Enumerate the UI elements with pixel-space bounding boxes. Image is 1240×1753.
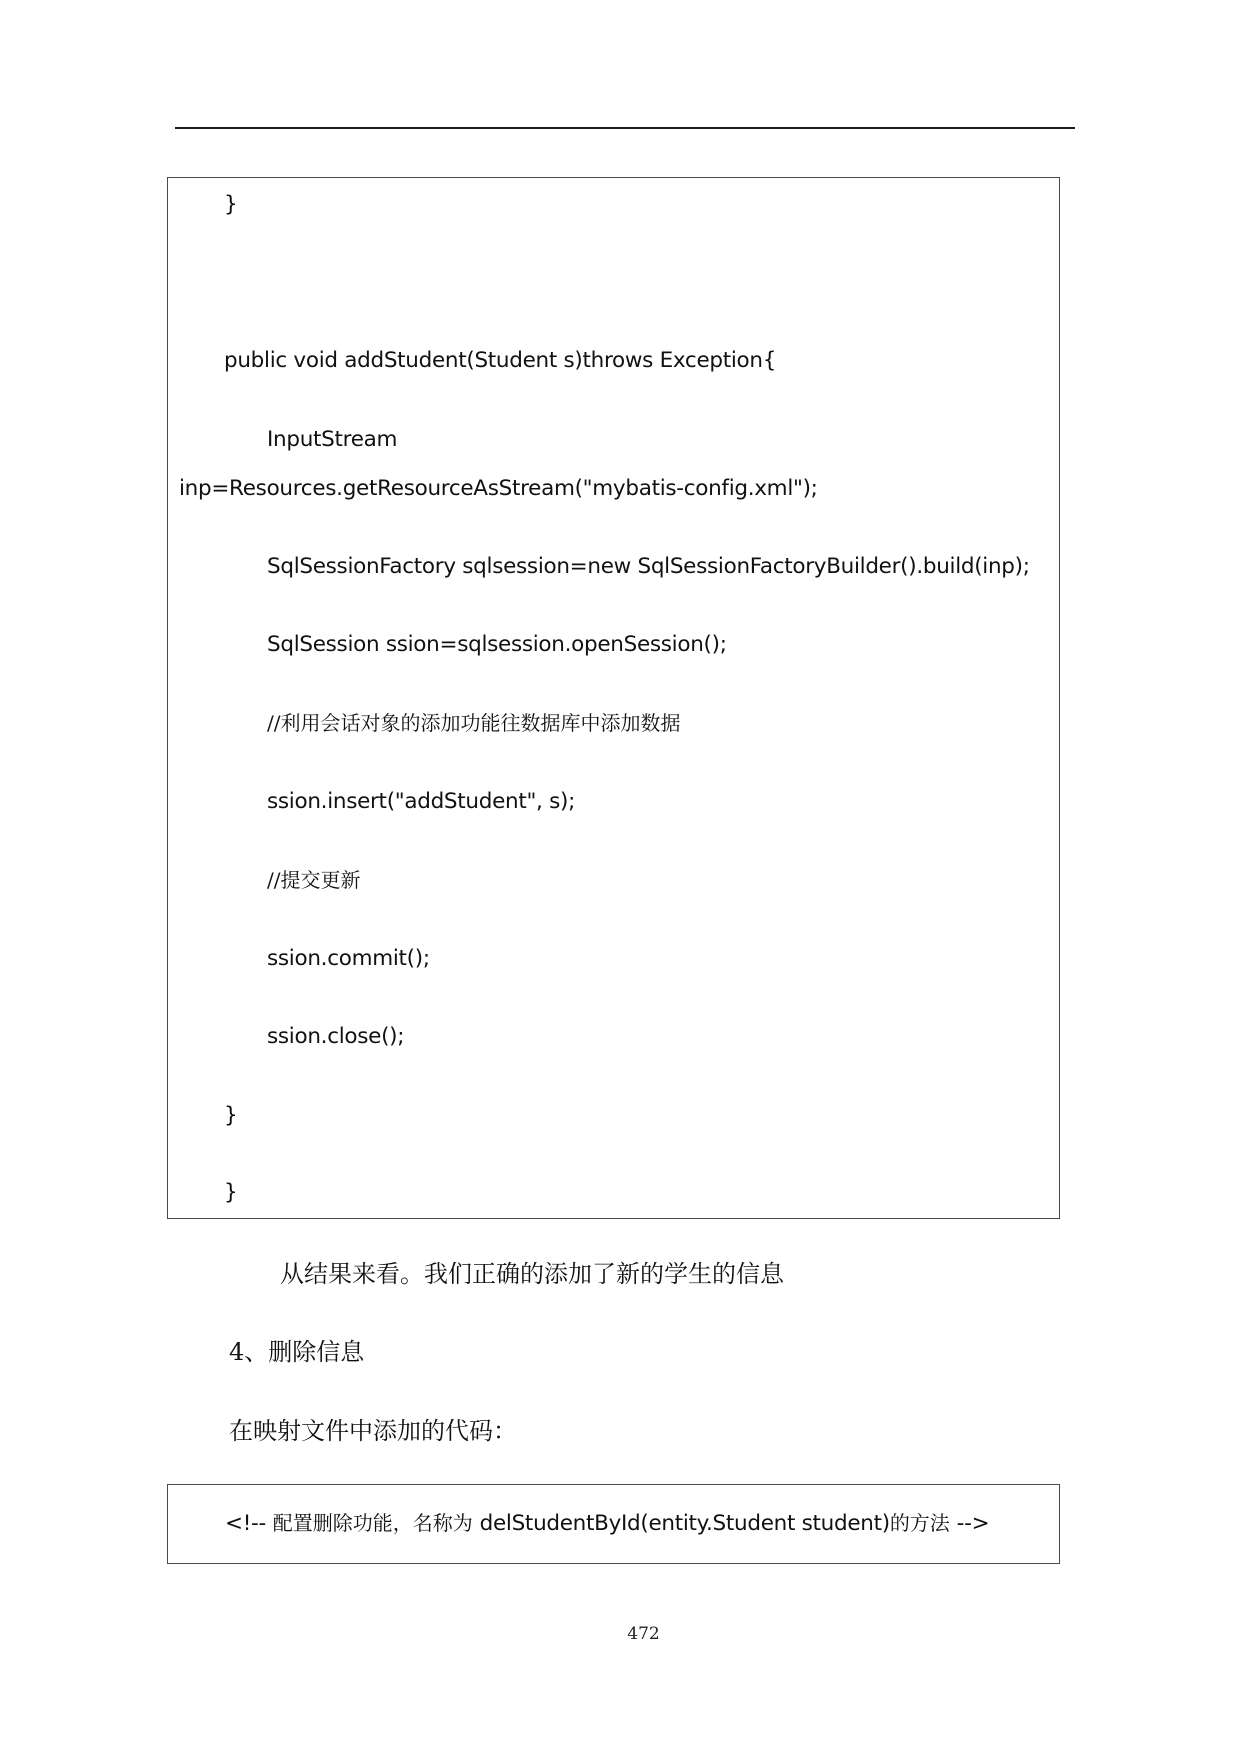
code-line: } — [224, 1103, 238, 1128]
header-rule — [175, 127, 1075, 129]
comment-method-signature: delStudentById(entity.Student student) — [479, 1511, 890, 1536]
comment-open: <!-- — [225, 1511, 266, 1536]
code-line: public void addStudent(Student s)throws Exception{ — [224, 348, 777, 373]
xml-comment-line — [225, 1509, 989, 1538]
mapping-intro-paragraph: 在映射文件中添加的代码： — [229, 1417, 517, 1445]
section-heading: 4、删除信息 — [229, 1338, 365, 1366]
code-line: ssion.commit(); — [267, 946, 430, 971]
code-line: SqlSession ssion=sqlsession.openSession(); — [267, 632, 727, 657]
code-line: InputStream — [267, 427, 398, 452]
code-line: } — [224, 192, 238, 217]
code-block-add-student — [167, 177, 1060, 1219]
result-paragraph: 从结果来看。我们正确的添加了新的学生的信息 — [280, 1260, 784, 1288]
code-line: inp=Resources.getResourceAsStream("mybatis-config.xml"); — [179, 476, 818, 501]
code-line: } — [224, 1180, 238, 1205]
code-line: SqlSessionFactory sqlsession=new SqlSessionFactoryBuilder().build(inp); — [267, 554, 1030, 579]
page-number: 472 — [627, 1624, 660, 1644]
code-line: ssion.insert("addStudent", s); — [267, 789, 576, 814]
comment-close: --> — [956, 1511, 990, 1536]
code-comment: //提交更新 — [267, 868, 361, 892]
code-line: ssion.close(); — [267, 1024, 405, 1049]
code-comment: //利用会话对象的添加功能往数据库中添加数据 — [267, 711, 681, 735]
comment-text-cn-suffix: 的方法 — [889, 1511, 950, 1535]
code-block-delete-comment — [167, 1484, 1060, 1564]
comment-text-cn: 配置删除功能，名称为 — [272, 1511, 473, 1535]
